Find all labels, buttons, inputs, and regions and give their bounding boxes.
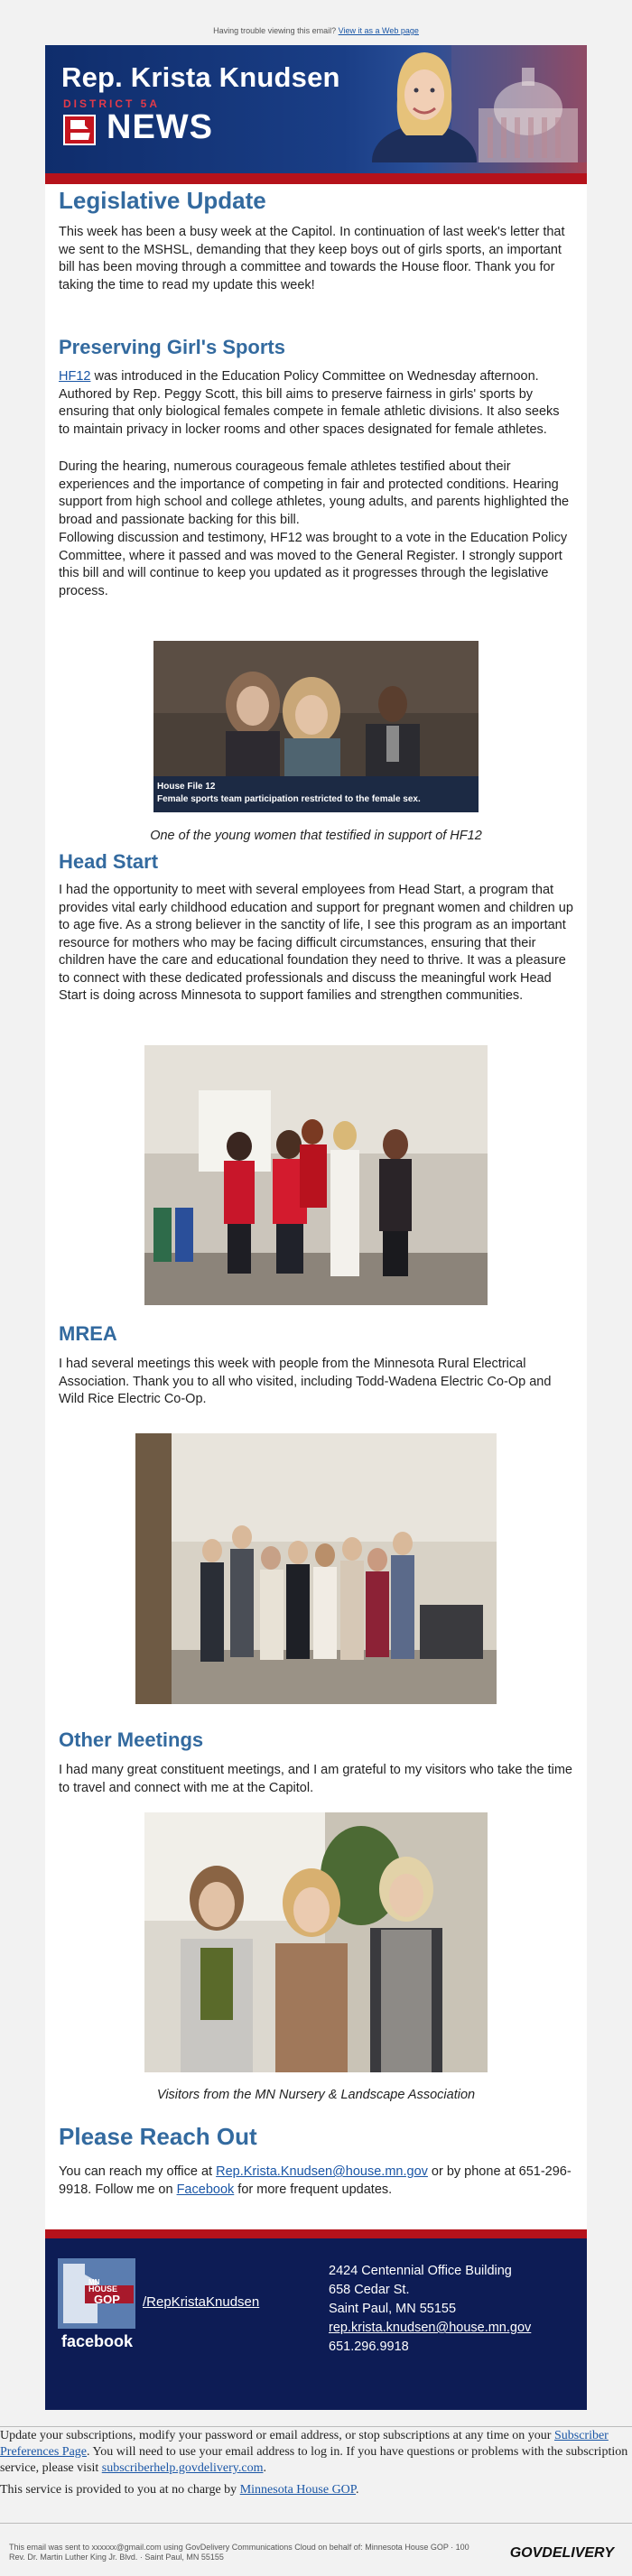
- representative-portrait: [370, 45, 479, 162]
- sports-paragraph-1-text: was introduced in the Education Policy Committee on Wednesday afternoon. Authored by Rep. Peggy Scott, this bill aims to preserve fairness in girls' sports by ensuring that only biological females compete in female athletic divisions. It also seeks to maintain privacy in locker rooms and other spaces designated for female athletes.: [59, 369, 560, 437]
- mrea-title: MREA: [59, 1322, 117, 1345]
- banner-news-title: NEWS: [107, 108, 213, 146]
- sender-line-1: This email was sent to xxxxxx@gmail.com using GovDelivery Communications Cloud on behalf of: Minnesota House GOP · 100: [9, 2543, 469, 2552]
- footer-email-link[interactable]: rep.krista.knudsen@house.mn.gov: [329, 2321, 532, 2335]
- web-page-link[interactable]: View it as a Web page: [338, 26, 419, 35]
- reach-out-title: Please Reach Out: [59, 2123, 257, 2150]
- sender-info: [9, 2543, 469, 2562]
- mn-house-gop-link[interactable]: Minnesota House GOP: [239, 2483, 357, 2497]
- headstart-body: I had the opportunity to meet with several employees from Head Start, a program that provides vital early childhood education and support for pregnant women and children up to age five. As a strong believer in the sanctity of life, I see this program as an important resource for mothers who may be facing difficult circumstances, ensuring that their children have the care and educational foundation they need to thrive. It was a pleasure to connect with these dedicated professionals and discuss the meaningful work Head Start is doing across Minnesota to support families and strengthen communities.: [59, 883, 573, 1003]
- intro-title: Legislative Update: [59, 187, 266, 214]
- no-charge-text: This service is provided to you at no charge by: [0, 2483, 240, 2497]
- sports-paragraph-1: [59, 368, 573, 439]
- banner-red-stripe: [45, 173, 587, 184]
- subscriber-preferences-link[interactable]: Subscriber Preferences Page: [0, 2429, 609, 2459]
- reach-out-text-3: for more frequent updates.: [234, 2182, 393, 2197]
- other-meetings-body: I had many great constituent meetings, and I am grateful to my visitors who take the time to travel and connect with me at the Capitol.: [59, 1763, 572, 1795]
- email-card: [45, 45, 587, 2410]
- subscription-text-3: .: [263, 2461, 266, 2475]
- mrea-photo: [135, 1433, 497, 1704]
- headstart-title: Head Start: [59, 850, 159, 873]
- intro-body: This week has been a busy week at the Capitol. In continuation of last week's letter that we sent to the MSHSL, demanding that they keep boys out of girls sports, an important bill has been moving through a committee and towards the House floor. Thank you for taking the time to read my update this week!: [59, 225, 565, 292]
- reach-out-body: [59, 2164, 573, 2199]
- address-line-1: 2424 Centennial Office Building: [329, 2264, 512, 2278]
- banner-rep-name: Rep. Krista Knudsen: [61, 61, 340, 93]
- address-line-3: Saint Paul, MN 55155: [329, 2302, 457, 2316]
- hf12-link[interactable]: HF12: [59, 369, 91, 384]
- photo-bill-number: House File 12: [157, 782, 216, 792]
- preheader-text: Having trouble viewing this email?: [213, 26, 337, 35]
- photo-bill-description: Female sports team participation restricted to the female sex.: [157, 794, 421, 804]
- sports-paragraph-3: Following discussion and testimony, HF12 was brought to a vote in the Education Policy Committee, where it passed and was moved to the General Register. I strongly support this bill and will continue to keep you updated as it progresses through the legislative process.: [59, 531, 568, 598]
- subscription-text-1: Update your subscriptions, modify your password or email address, or stop subscriptions at any time on your: [0, 2429, 554, 2442]
- newsletter-banner: [45, 45, 587, 173]
- subscriber-help-link[interactable]: subscriberhelp.govdelivery.com: [101, 2461, 264, 2475]
- facebook-link[interactable]: Facebook: [176, 2182, 235, 2197]
- hearing-photo-caption: One of the young women that testified in support of HF12: [150, 829, 482, 843]
- logo-mn-text: MN: [88, 2278, 100, 2286]
- logo-gop-text: GOP: [94, 2293, 120, 2306]
- sports-title: Preserving Girl's Sports: [59, 336, 285, 358]
- facebook-wordmark: facebook: [61, 2332, 134, 2350]
- logo-house-text: HOUSE: [88, 2284, 118, 2293]
- govdelivery-logo: [510, 2545, 614, 2562]
- preheader: [0, 0, 632, 34]
- sender-line-2: Rev. Dr. Martin Luther King Jr. Blvd. · Saint Paul, MN 55155: [9, 2553, 224, 2562]
- subscription-notice: [0, 2428, 632, 2477]
- office-email-link[interactable]: Rep.Krista.Knudsen@house.mn.gov: [216, 2164, 428, 2179]
- divider-top: [0, 2426, 632, 2427]
- address-line-2: 658 Cedar St.: [329, 2283, 410, 2297]
- no-charge-end: .: [356, 2483, 359, 2497]
- mrea-body: I had several meetings this week with people from the Minnesota Rural Electrical Association. Thank you to all who visited, including Todd-Wadena Electric Co-Op and Wild Rice Electric Co-Op.: [59, 1357, 552, 1406]
- mn-house-gop-logo[interactable]: [58, 2258, 135, 2329]
- banner-district: DISTRICT 5A: [63, 97, 161, 110]
- sports-paragraph-2: During the hearing, numerous courageous female athletes testified about their experiences and the importance of competing in fair and protected conditions. Hearing support from high school and college athletes, young adults, and parents highlighted the broad and passionate backing for this bill.: [59, 459, 570, 527]
- footer-phone: 651.296.9918: [329, 2340, 409, 2354]
- no-charge-notice: [0, 2482, 632, 2498]
- govdelivery-text: GOVDELIVERY: [509, 2545, 614, 2561]
- divider-bottom: [0, 2523, 632, 2524]
- reach-out-text-2: or by phone at 651-296-9918. Follow me on: [59, 2164, 572, 2197]
- contact-footer: [45, 2229, 587, 2410]
- house-logo-icon: [63, 115, 96, 145]
- headstart-photo: [144, 1045, 488, 1305]
- subscription-text-2: . You will need to use your email address to log in. If you have questions or problems with the subscription service, please visit: [0, 2445, 628, 2475]
- nursery-photo-caption: Visitors from the MN Nursery & Landscape Association: [156, 2088, 476, 2102]
- hearing-photo: [153, 641, 479, 812]
- facebook-handle-link[interactable]: /RepKristaKnudsen: [143, 2294, 260, 2310]
- nursery-visitors-photo: [144, 1812, 488, 2072]
- other-meetings-title: Other Meetings: [59, 1728, 204, 1751]
- reach-out-text-1: You can reach my office at: [59, 2164, 217, 2179]
- office-address: [329, 2262, 531, 2357]
